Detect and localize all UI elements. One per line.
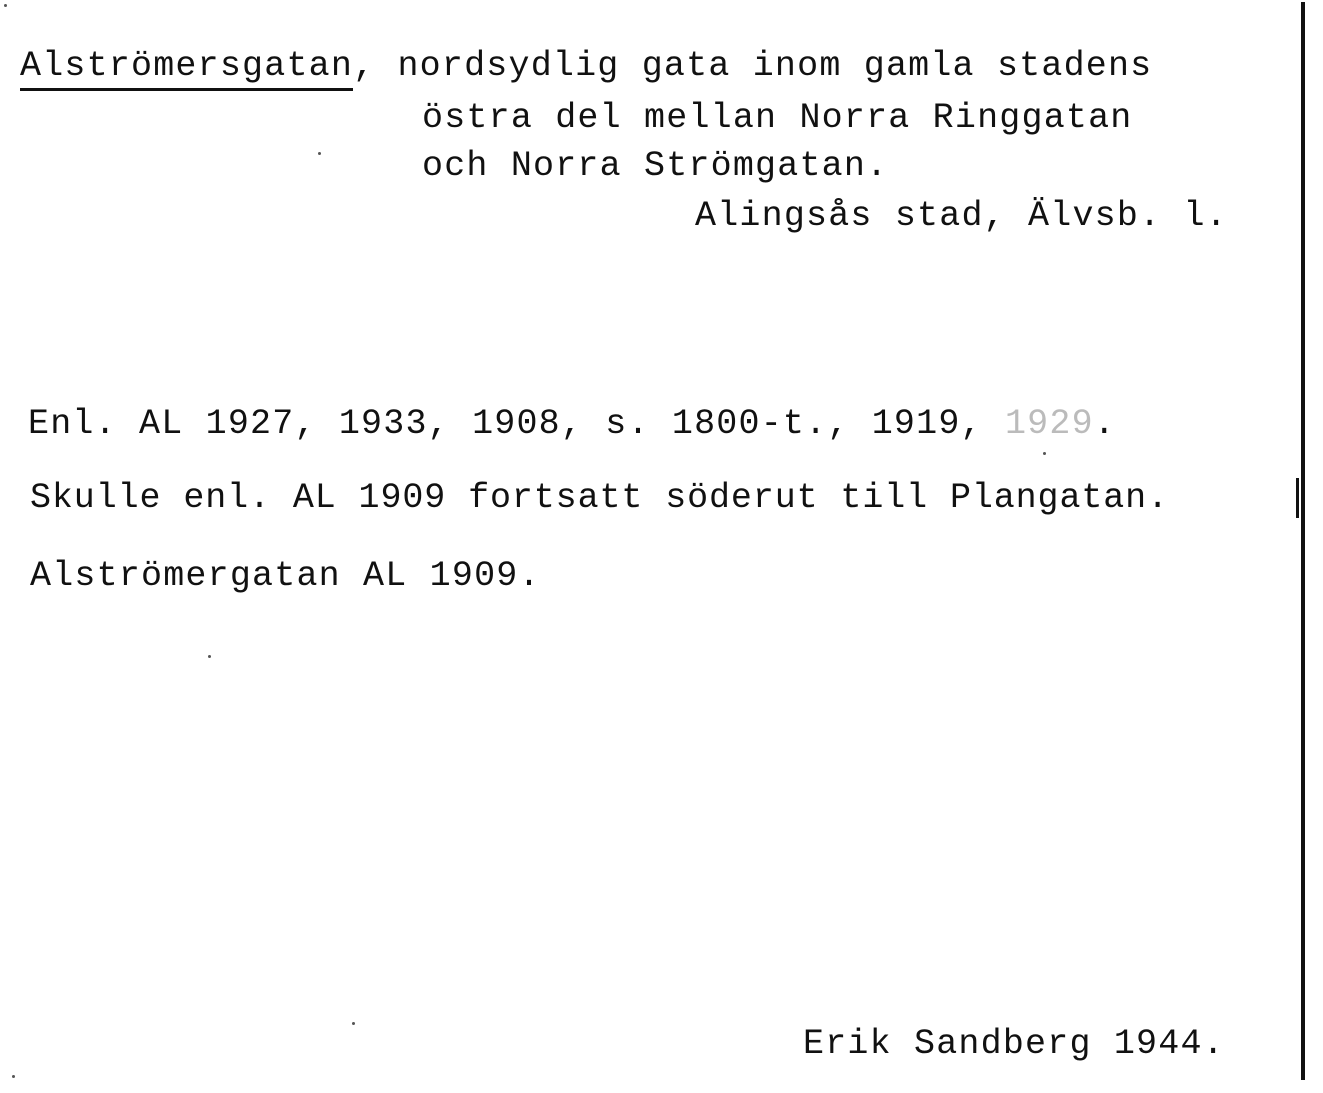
definition-line-3: och Norra Strömgatan. [422,146,889,186]
ink-speck [318,152,321,155]
ink-speck [352,1022,355,1025]
ink-speck [208,655,211,658]
definition-text-1: , nordsydlig gata inom gamla stadens [353,46,1153,86]
definition-line-2: östra del mellan Norra Ringgatan [422,98,1133,138]
faded-year: 1929 [1004,404,1094,444]
card-right-edge [1301,2,1305,1080]
ink-speck [4,4,7,7]
ink-speck [12,1075,15,1078]
location-line: Alingsås stad, Älvsb. l. [695,196,1228,236]
card-edge-mark [1296,478,1311,518]
headword: Alströmersgatan [20,46,353,91]
sources-text-1: Enl. AL 1927, 1933, 1908, s. 1800-t., 1919, [28,404,1005,444]
sources-text-1-end: . [1093,404,1116,444]
sources-line-2: Skulle enl. AL 1909 fortsatt söderut till Plangatan. [30,478,1169,518]
sources-line-3: Alströmergatan AL 1909. [30,556,541,596]
definition-line-1 [20,46,1152,86]
sources-line-1 [28,404,1116,444]
signature-line: Erik Sandberg 1944. [803,1024,1225,1064]
ink-speck [1043,452,1046,455]
